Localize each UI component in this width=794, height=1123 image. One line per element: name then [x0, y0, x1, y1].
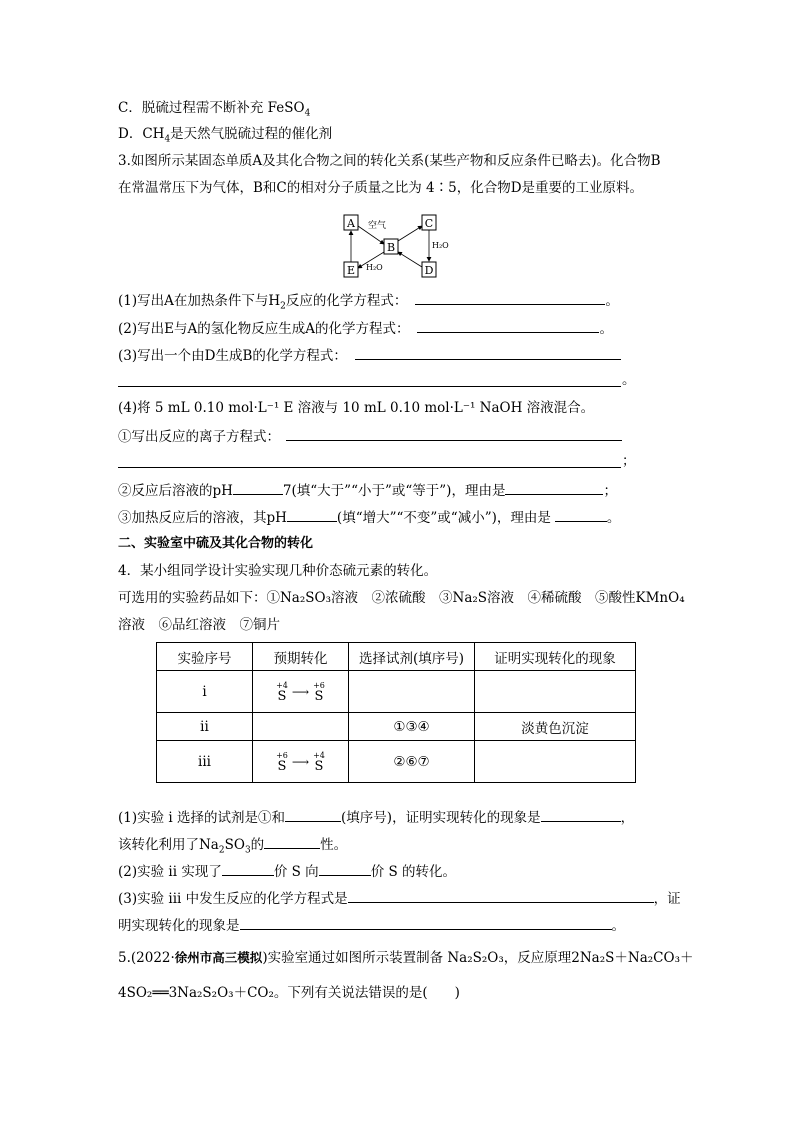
col-header: 实验序号	[157, 643, 253, 671]
col-header: 证明实现转化的现象	[475, 643, 636, 671]
q4-part1-cont: 该转化利用了$Na_2SO_3$的 性。	[118, 834, 347, 854]
answer-blank[interactable]	[287, 507, 337, 522]
answer-blank[interactable]	[417, 318, 599, 333]
table-row	[157, 671, 636, 713]
q4-part3-cont: 明实现转化的现象是 。	[118, 915, 625, 935]
answer-blank[interactable]	[319, 861, 371, 876]
expected-conversion: +4 S ⟶ +6 S	[253, 671, 349, 713]
answer-blank[interactable]	[555, 507, 607, 522]
q3-part1: (1)写出A在加热条件下与$H_2$反应的化学方程式： 。	[118, 290, 619, 310]
reagent-cell: ②⑥⑦	[349, 741, 475, 783]
label-water-be: H₂O	[366, 263, 383, 272]
label-water-cd: H₂O	[432, 241, 449, 250]
arrow-b-c	[398, 226, 422, 241]
answer-blank[interactable]	[285, 807, 341, 822]
experiment-table	[156, 642, 636, 783]
answer-blank[interactable]	[541, 807, 621, 822]
label-e: E	[346, 264, 356, 277]
label-b: B	[386, 241, 396, 254]
answer-blank[interactable]	[240, 915, 612, 930]
answer-blank[interactable]	[355, 345, 621, 360]
phenomenon-cell[interactable]	[475, 671, 636, 713]
table-row	[157, 741, 636, 783]
phenomenon-cell: 淡黄色沉淀	[475, 713, 636, 741]
q3-part4-1-semicolon: ；	[622, 453, 636, 469]
answer-blank[interactable]	[286, 426, 622, 441]
option-c: C．脱硫过程需不断补充 FeSO$_4$	[118, 100, 311, 119]
phenomenon-cell[interactable]	[475, 741, 636, 783]
col-header: 选择试剂(填序号)	[349, 643, 475, 671]
answer-blank[interactable]	[505, 480, 603, 495]
q3-part4-1: ①写出反应的离子方程式：	[118, 426, 622, 446]
q3-stem-line2: 在常温常压下为气体，B和C的相对分子质量之比为 4∶5，化合物D是重要的工业原料。	[118, 180, 644, 196]
q3-part4-2: ②反应后溶液的pH 7(填“大于”“小于”或“等于”)，理由是 ；	[118, 480, 617, 500]
q4-stem: 4．某小组同学设计实验实现几种价态硫元素的转化。	[118, 563, 438, 579]
q3-part2: (2)写出E与A的氢化物反应生成A的化学方程式： 。	[118, 318, 613, 338]
expected-conversion: +6 S ⟶ +4 S	[253, 741, 349, 783]
section-heading: 二、实验室中硫及其化合物的转化	[118, 536, 314, 551]
q4-part1: (1)实验 i 选择的试剂是①和 (填序号)，证明实现转化的现象是 ，	[118, 807, 634, 827]
reagent-cell: ①③④	[349, 713, 475, 741]
row-id: iii	[157, 741, 253, 783]
option-d: D．$CH_4$是天然气脱硫过程的催化剂	[118, 126, 333, 145]
q3-part3-period: 。	[622, 372, 636, 388]
answer-blank[interactable]	[233, 480, 283, 495]
q5-stem-line2: 4SO₂══3Na₂S₂O₃＋CO₂。下列有关说法错误的是( )	[118, 985, 460, 1001]
q4-part3: (3)实验 iii 中发生反应的化学方程式是 ，证	[118, 888, 681, 908]
table-header-row	[157, 643, 636, 671]
q4-reagents-line1: 可选用的实验药品如下：①Na₂SO₃溶液 ②浓硫酸 ③Na₂S溶液 ④稀硫酸 ⑤酸性KMnO₄	[118, 590, 685, 606]
label-a: A	[347, 217, 355, 230]
q4-part2: (2)实验 ii 实现了 价 S 向 价 S 的转化。	[118, 861, 456, 881]
col-header: 预期转化	[253, 643, 349, 671]
row-id: ii	[157, 713, 253, 741]
answer-blank[interactable]	[348, 888, 654, 903]
row-id: i	[157, 671, 253, 713]
answer-line[interactable]	[118, 386, 621, 387]
q5-stem-line1: 5.(2022·徐州市高三模拟)实验室通过如图所示装置制备 Na₂S₂O₃，反应原理2Na₂S＋Na₂CO₃＋	[118, 950, 694, 966]
answer-blank[interactable]	[415, 290, 605, 305]
conversion-diagram	[330, 210, 465, 282]
q3-part3: (3)写出一个由D生成B的化学方程式：	[118, 345, 621, 365]
arrow-icon: ⟶	[291, 754, 310, 769]
q3-part4-3: ③加热反应后的溶液，其pH (填“增大”“不变”或“减小”)，理由是 。	[118, 507, 620, 527]
reagent-cell[interactable]	[349, 671, 475, 713]
source-label: 徐州市高三模拟	[174, 950, 263, 965]
answer-blank[interactable]	[264, 834, 320, 849]
answer-line[interactable]	[118, 467, 621, 468]
answer-blank[interactable]	[222, 861, 274, 876]
q4-reagents-line2: 溶液 ⑥品红溶液 ⑦铜片	[118, 617, 280, 633]
label-c: C	[424, 217, 434, 230]
arrow-d-b	[398, 252, 422, 267]
table-row	[157, 713, 636, 741]
expected-conversion[interactable]	[253, 713, 349, 741]
label-d: D	[424, 264, 434, 277]
label-air: 空气	[368, 221, 387, 231]
q3-stem-line1: 3.如图所示某固态单质A及其化合物之间的转化关系(某些产物和反应条件已略去)。化合物B	[118, 153, 661, 169]
arrow-icon: ⟶	[291, 684, 310, 699]
q3-part4: (4)将 5 mL 0.10 mol·L⁻¹ E 溶液与 10 mL 0.10 mol·L⁻¹ NaOH 溶液混合。	[118, 400, 595, 416]
